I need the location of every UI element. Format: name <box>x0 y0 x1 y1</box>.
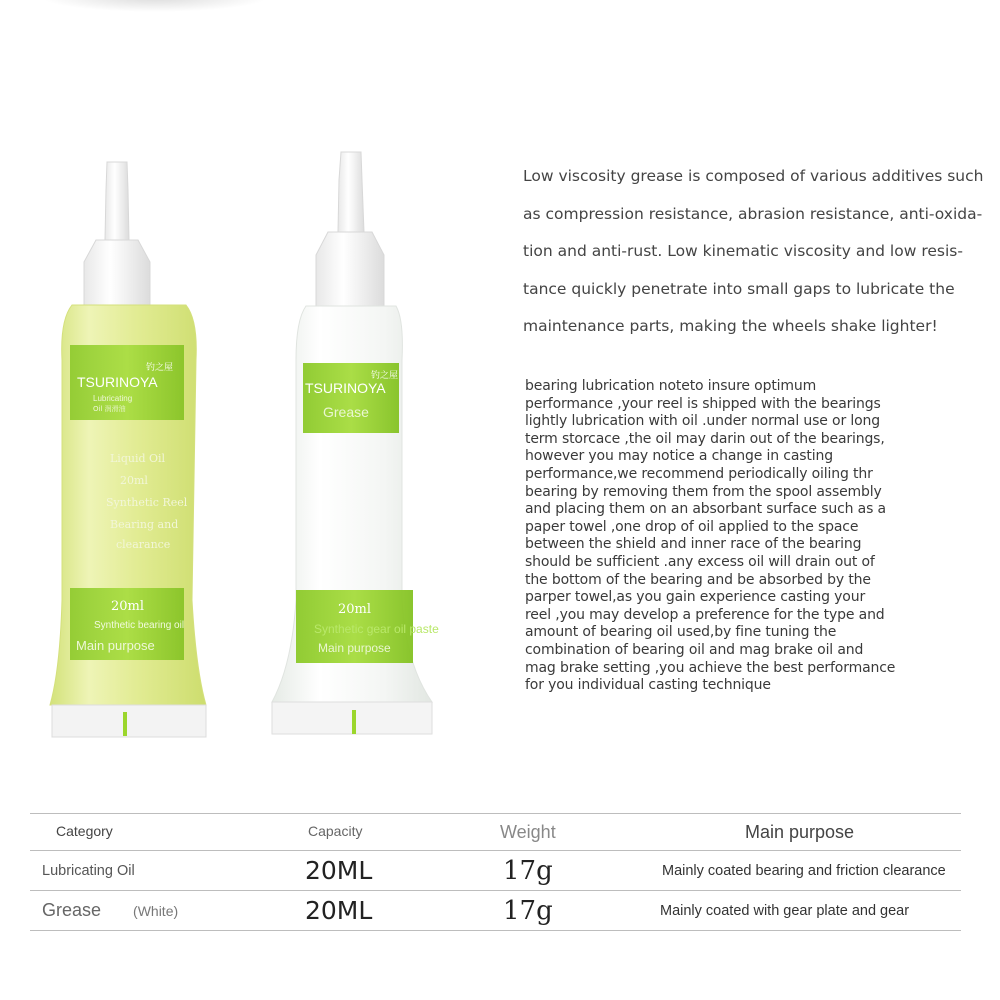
oil-volume: 20ml <box>111 599 145 614</box>
table-row <box>30 891 961 931</box>
note-line: term storcace ,the oil may darin out of the bearings, <box>525 430 885 447</box>
product-description <box>523 158 983 346</box>
row-category: Lubricating Oil <box>42 862 135 879</box>
header-cell <box>470 814 630 851</box>
table-cell <box>270 891 470 931</box>
note-line: lightly lubrication with oil .under normal use or long <box>525 413 880 430</box>
note-line: the bottom of the bearing and be absorbed by the <box>525 571 871 588</box>
table-header-row <box>30 814 961 851</box>
oil-mid-line-4: Bearing and <box>110 518 179 531</box>
note-line: paper towel ,one drop of oil applied to the space <box>525 518 859 535</box>
row-capacity: 20ML <box>305 896 373 925</box>
description-line: maintenance parts, making the wheels shake lighter! <box>523 317 938 335</box>
note-line: amount of bearing oil used,by fine tuning the <box>525 624 837 641</box>
note-line: mag brake setting ,you achieve the best performance <box>525 659 896 676</box>
grease-footer: Main purpose <box>318 641 391 655</box>
header-cell <box>30 814 270 851</box>
row-purpose: Mainly coated with gear plate and gear <box>660 902 910 919</box>
description-line: tance quickly penetrate into small gaps to lubricate the <box>523 279 955 298</box>
note-line: between the shield and inner race of the bearing <box>525 536 862 553</box>
note-line: parper towel,as you gain experience casting your <box>525 589 866 606</box>
header-cell <box>630 814 961 851</box>
row-purpose: Mainly coated bearing and friction clearance <box>662 862 946 879</box>
spec-table <box>30 813 961 931</box>
oil-caption: Synthetic bearing oil <box>94 620 185 631</box>
note-line: reel ,you may develop a preference for the type and <box>525 606 885 623</box>
row-capacity: 20ML <box>305 856 373 885</box>
grease-brand: TSURINOYA <box>305 380 386 396</box>
bearing-lubrication-note <box>525 378 945 695</box>
grease-caption: Synthetic gear oil paste <box>314 622 439 636</box>
note-line: bearing by removing them from the spool assembly <box>525 483 882 500</box>
row-category-sub: (White) <box>133 903 179 919</box>
grease-brand-cn: 钓之屋 <box>371 371 399 381</box>
note-line: and placing them on an absorbant surface such as a <box>525 501 886 518</box>
header-cell <box>270 814 470 851</box>
note-line: for you individual casting technique <box>525 677 771 694</box>
note-line: performance,we recommend periodically oiling thr <box>525 465 873 482</box>
oil-brand: TSURINOYA <box>77 374 158 390</box>
note-line: should be sufficient .any excess oil will drain out of <box>525 553 875 570</box>
table-cell <box>270 851 470 891</box>
header-main-purpose: Main purpose <box>745 821 855 842</box>
table-cell <box>470 851 630 891</box>
note-line: bearing lubrication noteto insure optimum <box>525 378 817 394</box>
description-line: Low viscosity grease is composed of various additives such <box>523 167 984 185</box>
row-weight: 17g <box>503 855 553 886</box>
grease-volume: 20ml <box>338 602 372 617</box>
oil-mid-line-1: Liquid Oil <box>110 452 166 465</box>
table-cell <box>630 851 961 891</box>
oil-type-label: Lubricating <box>93 394 133 403</box>
note-line: performance ,your reel is shipped with the bearings <box>525 395 881 412</box>
oil-mid-line-2: 20ml <box>120 474 148 487</box>
product-image <box>0 0 500 780</box>
header-category: Category <box>56 823 113 839</box>
table-cell <box>30 891 270 931</box>
oil-type-sub: Oil 润滑油 <box>93 405 126 413</box>
table-cell <box>470 891 630 931</box>
grease-type-label: Grease <box>323 404 369 420</box>
table-cell <box>30 851 270 891</box>
oil-brand-cn: 钓之屋 <box>146 363 174 373</box>
note-line: combination of bearing oil and mag brake oil and <box>525 641 864 658</box>
header-weight: Weight <box>500 821 556 842</box>
header-capacity: Capacity <box>308 823 363 839</box>
table-cell <box>630 891 961 931</box>
oil-mid-line-3: Synthetic Reel <box>106 496 188 509</box>
row-weight: 17g <box>503 895 553 926</box>
description-line: tion and anti-rust. Low kinematic viscosity and low resis- <box>523 242 963 260</box>
oil-mid-line-5: clearance <box>116 538 171 551</box>
description-line: as compression resistance, abrasion resistance, anti-oxida- <box>523 204 983 223</box>
table-row <box>30 851 961 891</box>
row-category: Grease <box>42 900 102 920</box>
note-line: however you may notice a change in casting <box>525 448 833 465</box>
oil-footer: Main purpose <box>76 638 155 653</box>
